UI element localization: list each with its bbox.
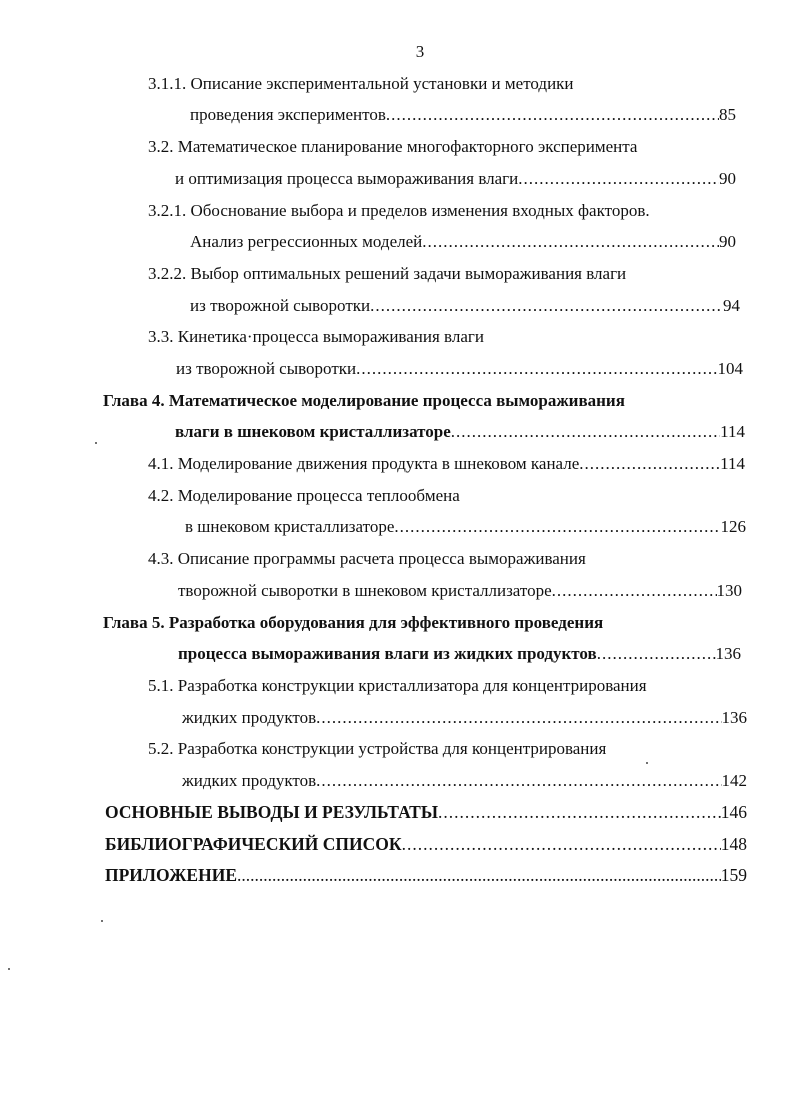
- leader-dots: [438, 801, 721, 823]
- toc-entry-3-2-1: [190, 231, 736, 253]
- toc-entry-4-2-title: 4.2. Моделирование процесса теплообмена: [148, 486, 460, 505]
- leader-dots: [518, 168, 719, 190]
- toc-chapter-5: [178, 643, 741, 665]
- toc-entry-5-2-title-cont: жидких продуктов: [182, 771, 317, 790]
- toc-bibliography: [105, 833, 747, 855]
- toc-page-number: 114: [720, 454, 745, 473]
- leader-dots: [237, 864, 721, 886]
- leader-dots: [370, 295, 723, 317]
- toc-entry-3-2-2: [190, 295, 740, 317]
- leader-dots: [597, 643, 716, 665]
- toc-page-number: 148: [720, 834, 747, 854]
- leader-dots: [356, 358, 717, 380]
- toc-entry-3-3-title: 3.3. Кинетика·процесса вымораживания влаги: [148, 327, 484, 346]
- toc-page-number: 159: [720, 865, 747, 885]
- toc-page-number: 142: [721, 771, 747, 790]
- leader-dots: [316, 770, 721, 792]
- toc-page-number: 146: [720, 802, 747, 822]
- leader-dots: [386, 104, 719, 126]
- page-number: 3: [415, 42, 425, 61]
- toc-conclusions-title: ОСНОВНЫЕ ВЫВОДЫ И РЕЗУЛЬТАТЫ: [105, 802, 439, 822]
- scan-speck: [646, 762, 648, 764]
- toc-entry-4-3-title: 4.3. Описание программы расчета процесса вымораживания: [148, 549, 586, 568]
- leader-dots: [552, 580, 717, 602]
- toc-conclusions: [105, 801, 747, 823]
- toc-entry-3-3-title-cont: из творожной сыворотки: [176, 359, 357, 378]
- toc-bibliography-title: БИБЛИОГРАФИЧЕСКИЙ СПИСОК: [105, 834, 402, 854]
- leader-dots: [316, 707, 721, 729]
- toc-entry-3-2-title-cont: и оптимизация процесса вымораживания влаги: [175, 169, 519, 188]
- toc-entry-5-2-title: 5.2. Разработка конструкции устройства для концентрирования: [148, 739, 607, 758]
- toc-chapter-4: [175, 421, 745, 443]
- toc-page-number: 136: [721, 708, 747, 727]
- toc-page-number: 104: [717, 359, 743, 378]
- scan-speck: [101, 920, 103, 922]
- toc-page-number: 126: [720, 517, 746, 536]
- toc-entry-4-1: [148, 453, 745, 475]
- toc-entry-3-2-2-title-cont: из творожной сыворотки: [190, 296, 371, 315]
- toc-page-number: 114: [720, 422, 745, 441]
- toc-page-number: 85: [719, 105, 736, 124]
- toc-entry-4-2: [185, 516, 746, 538]
- toc-page-number: 130: [716, 581, 742, 600]
- toc-entry-3-2-title: 3.2. Математическое планирование многофакторного эксперимента: [148, 137, 638, 156]
- toc-page-number: 90: [719, 169, 736, 188]
- toc-appendix: [105, 864, 747, 886]
- scan-speck: [95, 442, 97, 444]
- toc-page-number: 136: [715, 644, 741, 663]
- leader-dots: [579, 453, 720, 475]
- toc-page-number: 94: [723, 296, 740, 315]
- toc-entry-3-1-1-title: 3.1.1. Описание экспериментальной установки и методики: [148, 74, 574, 93]
- leader-dots: [394, 516, 720, 538]
- leader-dots: [402, 833, 721, 855]
- toc-chapter-5-title: Глава 5. Разработка оборудования для эффективного проведения: [103, 613, 604, 632]
- toc-entry-5-1-title: 5.1. Разработка конструкции кристаллизатора для концентрирования: [148, 676, 647, 695]
- leader-dots: [451, 421, 720, 443]
- toc-entry-3-3: [176, 358, 743, 380]
- toc-page-number: 90: [719, 232, 736, 251]
- toc-chapter-4-title: Глава 4. Математическое моделирование процесса вымораживания: [103, 391, 625, 410]
- leader-dots: [422, 231, 719, 253]
- toc-chapter-5-title-cont: процесса вымораживания влаги из жидких продуктов: [178, 644, 597, 663]
- toc-chapter-4-title-cont: влаги в шнековом кристаллизаторе: [175, 422, 451, 441]
- toc-entry-3-2: [175, 168, 736, 190]
- toc-appendix-title: ПРИЛОЖЕНИЕ: [105, 865, 238, 885]
- toc-entry-3-1-1-title-cont: проведения экспериментов: [190, 105, 386, 124]
- toc-entry-3-1-1: [190, 104, 736, 126]
- toc-entry-5-1-title-cont: жидких продуктов: [182, 708, 317, 727]
- toc-entry-3-2-1-title-cont: Анализ регрессионных моделей: [190, 232, 423, 251]
- toc-entry-4-3: [178, 580, 742, 602]
- toc-entry-3-2-2-title: 3.2.2. Выбор оптимальных решений задачи вымораживания влаги: [148, 264, 627, 283]
- toc-entry-5-2: [182, 770, 747, 792]
- toc-entry-5-1: [182, 707, 747, 729]
- toc-entry-4-2-title-cont: в шнековом кристаллизаторе: [185, 517, 395, 536]
- scan-speck: [8, 968, 10, 970]
- toc-entry-3-2-1-title: 3.2.1. Обоснование выбора и пределов изменения входных факторов.: [148, 201, 650, 220]
- toc-entry-4-1-title: 4.1. Моделирование движения продукта в шнековом канале: [148, 454, 580, 473]
- toc-entry-4-3-title-cont: творожной сыворотки в шнековом кристаллизаторе: [178, 581, 552, 600]
